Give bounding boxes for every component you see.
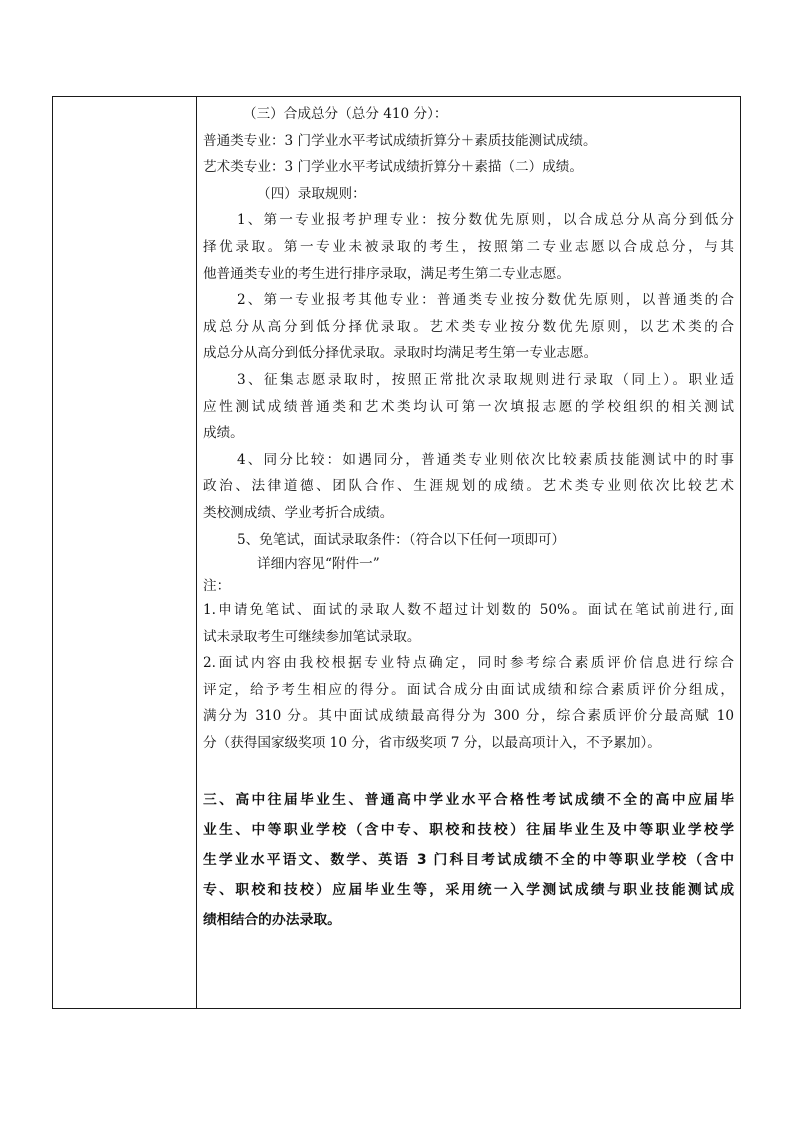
section-three-main [203, 785, 734, 935]
section-three-heading: （三）合成总分（总分 410 分）： [243, 106, 448, 122]
section-three-main-line: 业生、中等职业学校（含中专、职校和技校）往届毕业生及中等职业学校学 [203, 821, 734, 838]
section-four-heading: （四）录取规则： [257, 185, 366, 202]
rule4-line: 类校测成绩、学业考折合成绩。 [203, 504, 394, 521]
art-score-line: 艺术类专业：3 门学业水平考试成绩折算分＋素描（二）成绩。 [203, 159, 583, 176]
section-three-main-line: 专、职校和技校）应届毕业生等，采用统一入学测试成绩与职业技能测试成 [203, 881, 734, 898]
rule1-line: 1、第一专业报考护理专业：按分数优先原则，以合成总分从高分到低分 [237, 212, 734, 229]
note2-line: 评定，给予考生相应的得分。面试合成分由面试成绩和综合素质评价分组成， [203, 681, 734, 698]
rule5-line: 5、免笔试，面试录取条件：（符合以下任何一项即可） [237, 531, 566, 548]
note2-line: 2.面试内容由我校根据专业特点确定，同时参考综合素质评价信息进行综合 [203, 655, 734, 672]
table-left-cell [53, 97, 197, 1008]
rule3-line: 3、征集志愿录取时，按照正常批次录取规则进行录取（同上）。职业适 [237, 371, 734, 388]
rule3-line: 应性测试成绩普通类和艺术类均认可第一次填报志愿的学校组织的相关测试 [203, 398, 734, 415]
general-score-line: 普通类专业：3 门学业水平考试成绩折算分＋素质技能测试成绩。 [203, 132, 597, 149]
table-content-cell [197, 97, 740, 1008]
rule3-line: 成绩。 [203, 425, 244, 442]
rule1-line: 他普通类专业的考生进行排序录取，满足考生第二专业志愿。 [203, 265, 571, 282]
note1-line: 试未录取考生可继续参加笔试录取。 [203, 628, 421, 645]
rule1-line: 择优录取。第一专业未被录取的考生，按照第二专业志愿以合成总分，与其 [203, 238, 734, 255]
document-table [52, 96, 741, 1009]
section-three-main-line: 生学业水平语文、数学、英语 3 门科目考试成绩不全的中等职业学校（含中 [203, 851, 734, 868]
rule2-line: 成总分从高分到低分择优录取。录取时均满足考生第一专业志愿。 [203, 345, 598, 362]
rule5-detail: 详细内容见“附件一” [257, 556, 380, 573]
note2-line: 分（获得国家级奖项 10 分，省市级奖项 7 分，以最高项计入，不予累加）。 [203, 735, 661, 752]
section-three-main-line: 绩相结合的办法录取。 [203, 911, 341, 928]
note2-line: 满分为 310 分。其中面试成绩最高得分为 300 分，综合素质评价分最高赋 10 [203, 708, 734, 725]
rule4-line: 4、同分比较：如遇同分，普通类专业则依次比较素质技能测试中的时事 [237, 451, 734, 468]
rule4-line: 政治、法律道德、团队合作、生涯规划的成绩。艺术类专业则依次比较艺术 [203, 478, 734, 495]
note1-line: 1.申请免笔试、面试的录取人数不超过计划数的 50%。面试在笔试前进行,面 [203, 602, 734, 619]
notes-label: 注： [203, 578, 231, 595]
rule2-line: 成总分从高分到低分择优录取。艺术类专业按分数优先原则，以艺术类的合 [203, 318, 734, 335]
rule2-line: 2、第一专业报考其他专业：普通类专业按分数优先原则，以普通类的合 [237, 292, 734, 309]
section-three-main-line: 三、高中往届毕业生、普通高中学业水平合格性考试成绩不全的高中应届毕 [203, 791, 734, 808]
